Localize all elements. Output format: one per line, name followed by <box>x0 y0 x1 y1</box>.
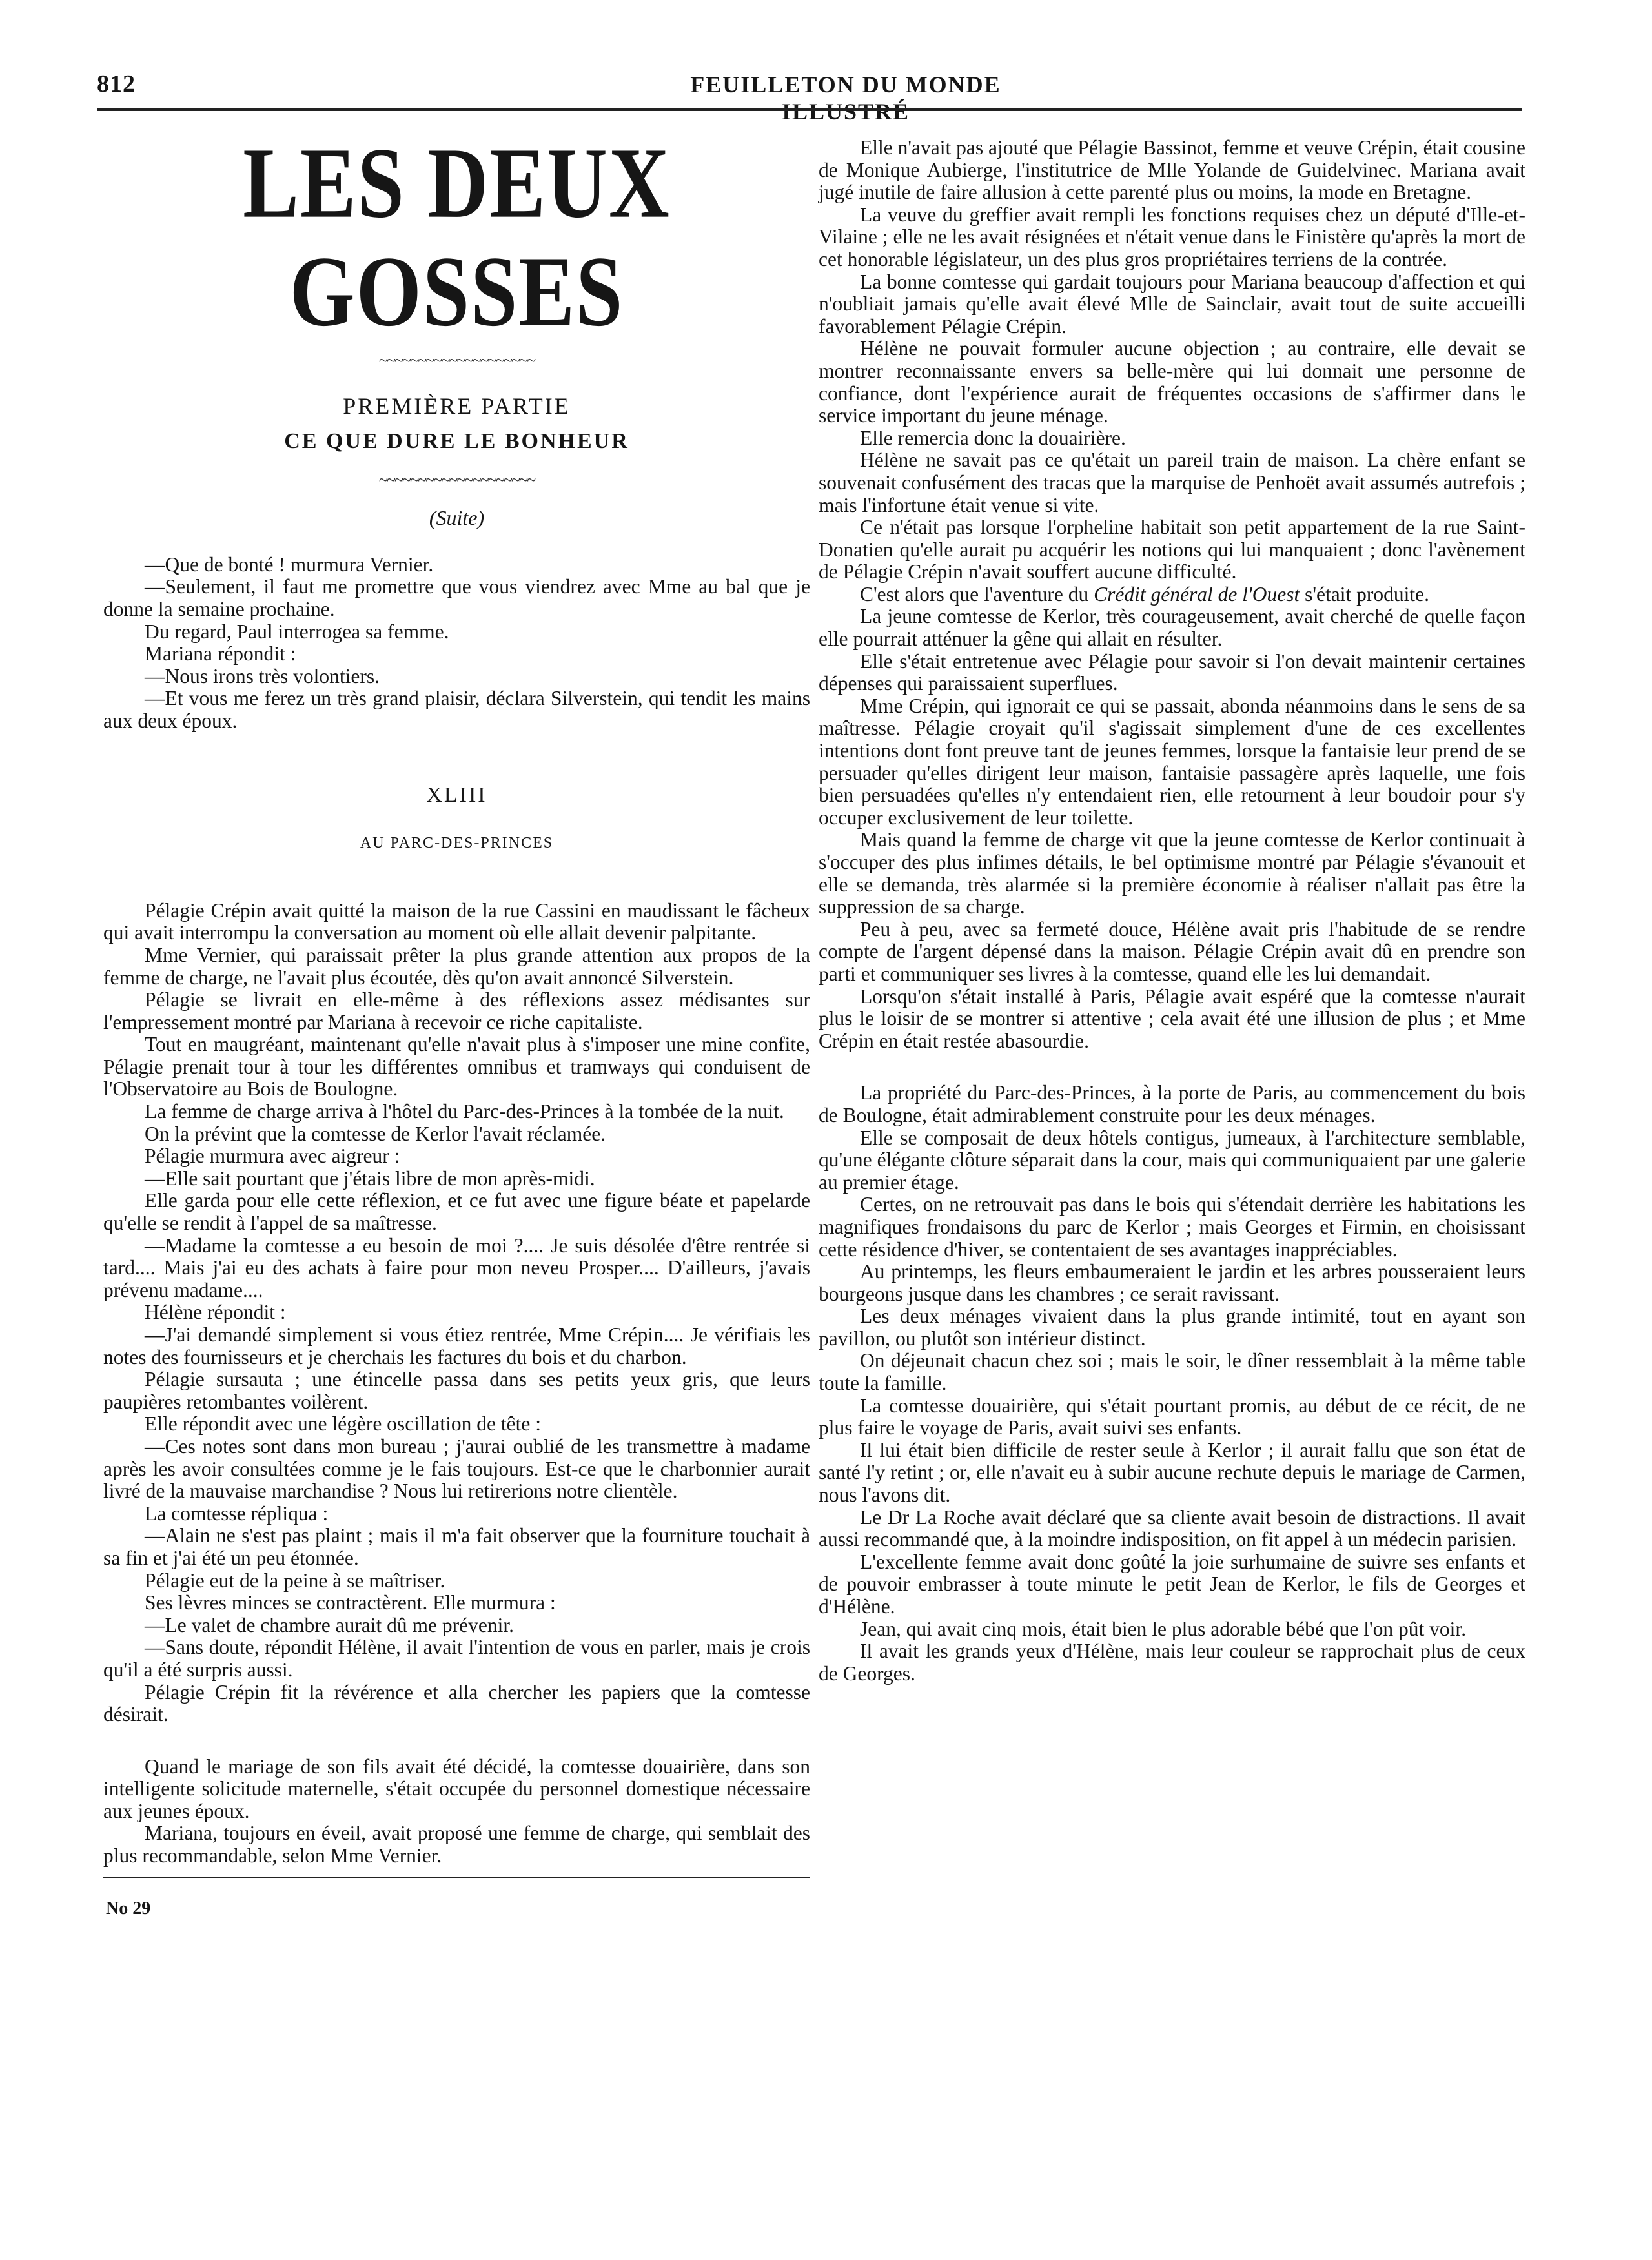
issue-number: No 29 <box>106 1898 151 1919</box>
paragraph: Elle se composait de deux hôtels contigus, jumeaux, à l'architecture semblable, qu'une élégante clôture séparait dans la cour, mais qui communiquaient par une galerie au premier étage. <box>819 1126 1525 1194</box>
chapter-text <box>103 900 810 1726</box>
credit-prefix: C'est alors que l'aventure du <box>860 582 1094 606</box>
paragraph: Pélagie se livrait en elle-même à des réflexions assez médisantes sur l'empressement montré par Mariana à recevoir ce riche capitaliste. <box>103 988 810 1033</box>
paragraph: Elle garda pour elle cette réflexion, et ce fut avec une figure béate et papelarde qu'elle se rendit à l'appel de sa maîtresse. <box>103 1189 810 1235</box>
chapter-title: AU PARC-DES-PRINCES <box>360 835 554 852</box>
paragraph: Mme Vernier, qui paraissait prêter la plus grande attention aux propos de la femme de charge, ne l'avait plus écoutée, dès qu'on avait annoncé Silverstein. <box>103 943 810 989</box>
dialogue-block <box>103 554 810 733</box>
credit-paragraph <box>819 584 1525 606</box>
paragraph: Elle remercia donc la douairière. <box>860 426 1126 449</box>
right-block-2 <box>819 1082 1525 1685</box>
ornament-top: ~~~~~~~~~~~~~~~~~~~~ <box>378 351 535 370</box>
closing-text <box>103 1756 810 1868</box>
suite-label: (Suite) <box>429 506 485 530</box>
left-column <box>103 129 810 1920</box>
right-block-1 <box>819 137 1525 1052</box>
paragraph: L'excellente femme avait donc goûté la joie surhumaine de suivre ses enfants et de pouvoir embrasser à toute minute le petit Jean de Kerlor, le fils de Georges et d'Hélène. <box>819 1550 1525 1618</box>
paragraph: La comtesse répliqua : <box>145 1502 329 1525</box>
paragraph: Les deux ménages vivaient dans la plus grande intimité, tout en ayant son pavillon, ou plutôt son intérieur distinct. <box>819 1305 1525 1350</box>
paragraph: —Alain ne s'est pas plaint ; mais il m'a fait observer que la fourniture touchait à sa fin et j'ai été un peu étonnée. <box>103 1524 810 1569</box>
paragraph: Elle n'avait pas ajouté que Pélagie Bassinot, femme et veuve Crépin, était cousine de Monique Aubierge, l'institutrice de Mlle Yolande de Guidelvinec. Mariana avait jugé inutile de faire allusion à cette parenté plus ou moins, la mode en Bretagne. <box>819 136 1525 204</box>
paragraph: Pélagie Crépin avait quitté la maison de la rue Cassini en maudissant le fâcheux qui avait interrompu la conversation au moment où elle allait devenir palpitante. <box>103 899 810 944</box>
paragraph: La femme de charge arriva à l'hôtel du Parc-des-Princes à la tombée de la nuit. <box>145 1100 784 1123</box>
credit-suffix: s'était produite. <box>1300 582 1429 606</box>
page-number: 812 <box>97 70 136 97</box>
paragraph: Mariana, toujours en éveil, avait proposé une femme de charge, qui semblait des plus recommandable, selon Mme Vernier. <box>103 1822 810 1868</box>
bottom-rule <box>103 1877 810 1878</box>
chapter-number: XLIII <box>426 782 487 807</box>
paragraph: Mme Crépin, qui ignorait ce qui se passait, abonda néanmoins dans le sens de sa maîtresse. Pélagie croyait qu'il s'agissait simplement d'une de ces excellentes intentions dont font preuve tant de jeunes femmes, lorsque la fantaisie leur prend de se persuader qu'elles dirigent leur maison, fantaisie passagère après laquelle, une fois bien persuadées qu'elles n'y entendaient rien, elle retournent à leur boudoir pour s'y occuper exclusivement de leur toilette. <box>819 694 1525 829</box>
running-title: FEUILLETON DU MONDE ILLUSTRÉ <box>690 72 1001 125</box>
paragraph: —Que de bonté ! murmura Vernier. <box>145 553 434 576</box>
paragraph: —Madame la comtesse a eu besoin de moi ?.... Je suis désolée d'être rentrée si tard.... Mais j'ai eu des achats à faire pour mon neveu Prosper.... D'ailleurs, j'avais prévenu madame.... <box>103 1234 810 1301</box>
ornament-bottom: ~~~~~~~~~~~~~~~~~~~~ <box>378 471 535 490</box>
paragraph: Le Dr La Roche avait déclaré que sa cliente avait besoin de distractions. Il avait aussi recommandé que, à la moindre indisposition, on fit appel à un médecin parisien. <box>819 1505 1525 1551</box>
paragraph: La jeune comtesse de Kerlor, très courageusement, avait cherché de quelle façon elle pourrait atténuer la gêne qui allait en résulter. <box>819 605 1525 651</box>
header-rule <box>97 108 1522 111</box>
paragraph: Hélène répondit : <box>145 1301 286 1324</box>
story-title: LES DEUX GOSSES <box>243 127 671 348</box>
paragraph: Il avait les grands yeux d'Hélène, mais leur couleur se rapprochait plus de ceux de Georges. <box>819 1640 1525 1685</box>
paragraph: Pélagie murmura avec aigreur : <box>145 1145 400 1168</box>
paragraph: —Nous irons très volontiers. <box>145 664 380 687</box>
paragraph: —Ces notes sont dans mon bureau ; j'aurai oublié de les transmettre à madame après les avoir consultées comme je le fais toujours. Est-ce que le charbonnier aurait livré de la mauvaise marchandise ? Nous lui retirerions notre clientèle. <box>103 1434 810 1503</box>
paragraph: —Seulement, il faut me promettre que vous viendrez avec Mme au bal que je donne la semaine prochaine. <box>103 575 810 620</box>
paragraph: On déjeunait chacun chez soi ; mais le soir, le dîner ressemblait à la même table toute la famille. <box>819 1349 1525 1395</box>
paragraph: —Et vous me ferez un très grand plaisir, déclara Silverstein, qui tendit les mains aux deux époux. <box>103 687 810 732</box>
paragraph: —J'ai demandé simplement si vous étiez rentrée, Mme Crépin.... Je vérifiais les notes des fournisseurs et je cherchais les factures du bois et du charbon. <box>103 1323 810 1369</box>
paragraph: Pélagie eut de la peine à se maîtriser. <box>145 1569 445 1592</box>
paragraph: Hélène ne pouvait formuler aucune objection ; au contraire, elle devait se montrer reconnaissante envers sa belle-mère qui lui donnait une personne de confiance, dont l'expérience aurait de fréquentes occasions de s'affirmer dans le service important du jeune ménage. <box>819 337 1525 427</box>
paragraph: Certes, on ne retrouvait pas dans le bois qui s'étendait derrière les habitations les magnifiques frondaisons du parc de Kerlor ; mais Georges et Firmin, en choisissant cette résidence d'hiver, se contentaient de ses avantages inappréciables. <box>819 1193 1525 1261</box>
paragraph: La bonne comtesse qui gardait toujours pour Mariana beaucoup d'affection et qui n'oubliait jamais qu'elle avait élevé Mlle de Sainclair, avait tout de suite accueilli favorablement Pélagie Crépin. <box>819 270 1525 338</box>
part-subtitle: CE QUE DURE LE BONHEUR <box>284 429 629 453</box>
paragraph: Peu à peu, avec sa fermeté douce, Hélène avait pris l'habitude de se rendre compte de l'argent dépensé dans la maison. Pélagie Crépin avait dû en prendre son parti et communiquer ses livres à la comtesse, quand elle les lui demandait. <box>819 917 1525 985</box>
paragraph: On la prévint que la comtesse de Kerlor l'avait réclamée. <box>145 1122 606 1145</box>
paragraph: Ses lèvres minces se contractèrent. Elle murmura : <box>145 1591 556 1614</box>
paragraph: Au printemps, les fleurs embaumeraient le jardin et les arbres pousseraient leurs bourgeons jusque dans les chambres ; ce serait ravissant. <box>819 1260 1525 1305</box>
paragraph: La propriété du Parc-des-Princes, à la porte de Paris, au commencement du bois de Boulogne, était admirablement construite pour les deux ménages. <box>819 1081 1525 1126</box>
paragraph: —Le valet de chambre aurait dû me prévenir. <box>145 1613 514 1636</box>
paragraph: Elle s'était entretenue avec Pélagie pour savoir si l'on devait maintenir certaines dépenses qui paraissaient superflues. <box>819 649 1525 695</box>
paragraph: Du regard, Paul interrogea sa femme. <box>145 620 449 643</box>
paragraph: Quand le mariage de son fils avait été décidé, la comtesse douairière, dans son intelligente solicitude maternelle, s'était occupée du personnel domestique nécessaire aux jeunes époux. <box>103 1755 810 1822</box>
paragraph: Tout en maugréant, maintenant qu'elle n'avait plus à s'imposer une mine confite, Pélagie prenait tour à tour les différentes omnibus et tramways qui conduisent de l'Observatoire au Bois de Boulogne. <box>103 1033 810 1101</box>
paragraph: La comtesse douairière, qui s'était pourtant promis, au début de ce récit, de ne plus faire le voyage de Paris, avait suivi ses enfants. <box>819 1394 1525 1440</box>
paragraph: Lorsqu'on s'était installé à Paris, Pélagie avait espéré que la comtesse n'aurait plus le loisir de se montrer si attentive ; cela avait été une illusion de plus ; et Mme Crépin en était restée abasourdie. <box>819 984 1525 1052</box>
paragraph: Il lui était bien difficile de rester seule à Kerlor ; il aurait fallu que son état de santé l'y retint ; or, elle n'avait eu à subir aucune rechute depuis le mariage de Carmen, nous l'avons dit. <box>819 1438 1525 1507</box>
paragraph: Mais quand la femme de charge vit que la jeune comtesse de Kerlor continuait à s'occuper des plus infimes détails, le bel optimisme montré par Pélagie s'évanouit et elle se demanda, très alarmée si la première économie à réaliser n'allait pas être la suppression de sa charge. <box>819 828 1525 919</box>
paragraph: Mariana répondit : <box>145 642 296 666</box>
part-title: PREMIÈRE PARTIE <box>343 393 571 419</box>
paragraph: La veuve du greffier avait rempli les fonctions requises chez un député d'Ille-et-Vilaine ; elle ne les avait résignées et n'était venue dans le Finistère qu'après la mort de cet honorable législateur, un des plus gros propriétaires terriens de la contrée. <box>819 203 1525 270</box>
right-column <box>819 137 1525 1685</box>
paragraph: —Sans doute, répondit Hélène, il avait l'intention de vous en parler, mais je crois qu'il a été surpris aussi. <box>103 1636 810 1681</box>
paragraph: Elle répondit avec une légère oscillation de tête : <box>145 1412 541 1436</box>
paragraph: Hélène ne savait pas ce qu'était un pareil train de maison. La chère enfant se souvenait confusément des tracas que la marquise de Penhoët avait assumés autrefois ; mais l'infortune était venue si vite. <box>819 449 1525 516</box>
paragraph: —Elle sait pourtant que j'étais libre de mon après-midi. <box>145 1166 595 1190</box>
paragraph: Pélagie sursauta ; une étincelle passa dans ses petits yeux gris, que leurs paupières retombantes voilèrent. <box>103 1368 810 1413</box>
paragraph: Pélagie Crépin fit la révérence et alla chercher les papiers que la comtesse désirait. <box>103 1680 810 1726</box>
credit-name: Crédit général de l'Ouest <box>1094 582 1300 606</box>
paragraph: Jean, qui avait cinq mois, était bien le plus adorable bébé que l'on pût voir. <box>860 1617 1467 1640</box>
paragraph: Ce n'était pas lorsque l'orpheline habitait son petit appartement de la rue Saint-Donatien qu'elle aurait pu acquérir les notions qui lui manquaient ; donc l'avènement de Pélagie Crépin n'avait souffert aucune difficulté. <box>819 516 1525 584</box>
